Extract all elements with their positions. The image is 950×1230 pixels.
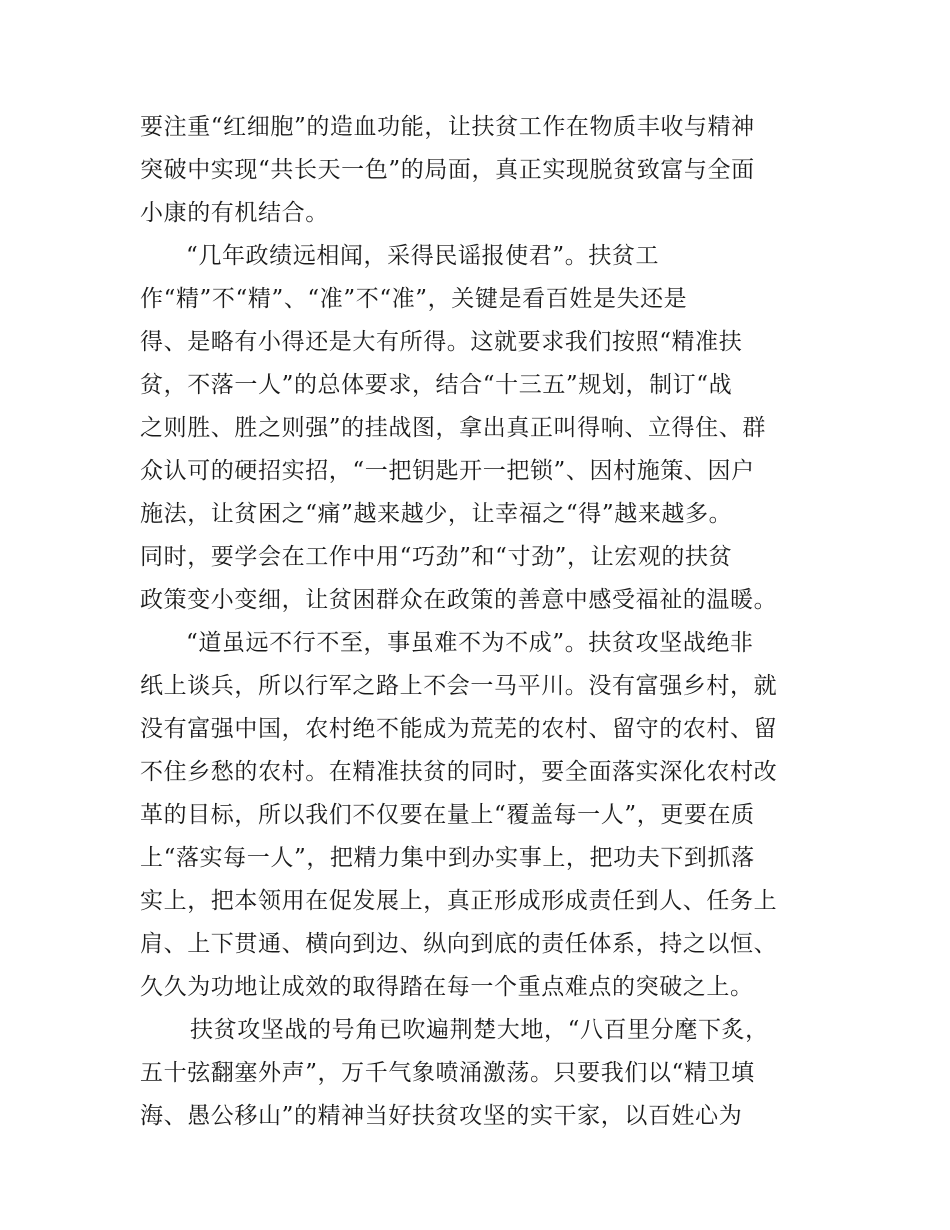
text-line-19: 实上，把本领用在促发展上，真正形成形成责任到人、任务上 — [140, 888, 778, 914]
text-line-18: 上“落实每一人”，把精力集中到办实事上，把功夫下到抓落 — [140, 845, 755, 871]
text-line-4: “几年政绩远相闻，采得民谣报使君”。扶贫工 — [186, 243, 660, 269]
text-line-16: 不住乡愁的农村。在精准扶贫的同时，要全面落实深化农村改 — [140, 759, 778, 785]
text-line-14: 纸上谈兵，所以行军之路上不会一马平川。没有富强乡村，就 — [140, 673, 778, 699]
text-line-13: “道虽远不行不至，事虽难不为不成”。扶贫攻坚战绝非 — [186, 630, 754, 656]
text-line-9: 众认可的硬招实招，“一把钥匙开一把锁”、因村施策、因户 — [140, 458, 755, 484]
text-line-11: 同时，要学会在工作中用“巧劲”和“寸劲”，让宏观的扶贫 — [140, 544, 733, 570]
text-line-5: 作“精”不“精”、“准”不“准”，关键是看百姓是失还是 — [140, 286, 688, 312]
text-line-24: 海、愚公移山”的精神当好扶贫攻坚的实干家，以百姓心为 — [140, 1103, 743, 1129]
text-line-20: 肩、上下贯通、横向到边、纵向到底的责任体系，持之以恒、 — [140, 931, 778, 957]
text-line-2: 突破中实现“共长天一色”的局面，真正实现脱贫致富与全面 — [140, 157, 755, 183]
text-line-3: 小康的有机结合。 — [140, 200, 329, 226]
body-text — [140, 106, 830, 1138]
text-line-15: 没有富强中国，农村绝不能成为荒芜的农村、留守的农村、留 — [140, 716, 778, 742]
text-line-12: 政策变小变细，让贫困群众在政策的善意中感受福祉的温暖。 — [140, 587, 778, 613]
text-line-1: 要注重“红细胞”的造血功能，让扶贫工作在物质丰收与精神 — [140, 114, 755, 140]
text-line-23: 五十弦翻塞外声”，万千气象喷涌激荡。只要我们以“精卫填 — [140, 1060, 755, 1086]
text-line-8: 之则胜、胜之则强”的挂战图，拿出真正叫得响、立得住、群 — [140, 415, 766, 441]
text-line-22: 扶贫攻坚战的号角已吹遍荆楚大地，“八百里分麾下炙， — [190, 1017, 769, 1043]
text-line-17: 革的目标，所以我们不仅要在量上“覆盖每一人”，更要在质 — [140, 802, 755, 828]
text-line-21: 久久为功地让成效的取得踏在每一个重点难点的突破之上。 — [140, 974, 754, 1000]
text-line-6: 得、是略有小得还是大有所得。这就要求我们按照“精准扶 — [140, 329, 743, 355]
text-line-10: 施法，让贫困之“痛”越来越少，让幸福之“得”越来越多。 — [140, 501, 733, 527]
text-line-7: 贫，不落一人”的总体要求，结合“十三五”规划，制订“战 — [140, 372, 733, 398]
